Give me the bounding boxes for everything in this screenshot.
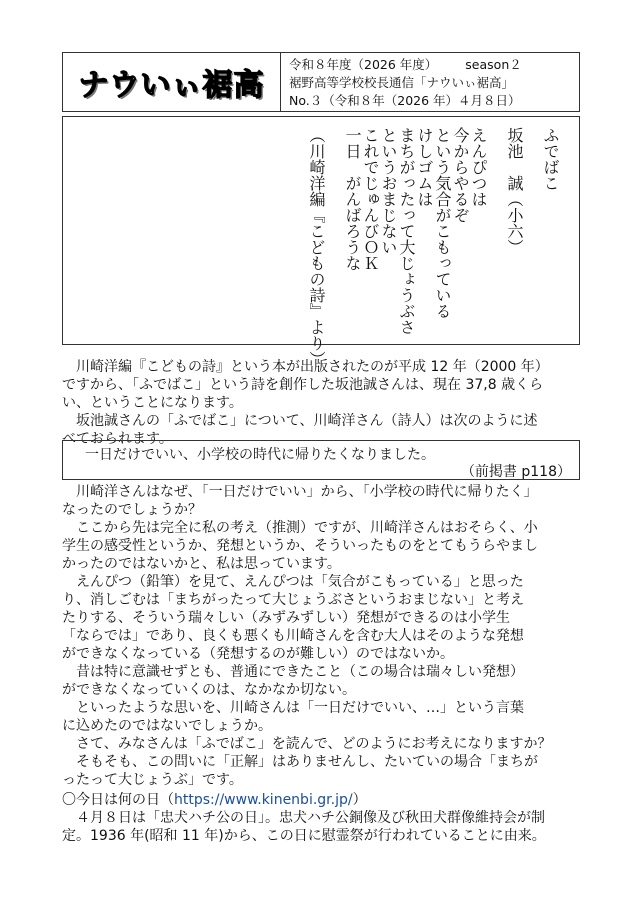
poem-line: 坂池 誠（小六） xyxy=(505,127,524,255)
text-line: ここから先は完全に私の考え（推測）ですが、川崎洋さんはおそらく、小 xyxy=(62,520,538,536)
header-line-1 xyxy=(289,56,522,74)
quote-source: （前掲書 p118） xyxy=(460,464,571,480)
poem-line: というおまじない xyxy=(379,127,398,255)
text-line: えんぴつ（鉛筆）を見て、えんぴつは「気合がこもっている」と思った xyxy=(62,574,524,590)
poem-line: けしゴムは xyxy=(415,127,434,207)
intro-paragraph xyxy=(62,358,582,448)
header-meta xyxy=(281,53,530,111)
poem-line: まちがったって大じょうぶさ xyxy=(397,127,416,335)
header-line-2: 裾野高等学校校長通信「ナウいぃ裾高」 xyxy=(289,75,515,90)
poem-line: えんぴつは xyxy=(469,127,488,207)
text-line: たりする、そういう瑞々しい（みずみずしい）発想ができるのは小学生 xyxy=(62,610,510,626)
text-line: い、ということになります。 xyxy=(62,395,243,411)
text-line: 定。1936 年(昭和 11 年)から、この日に慰霊祭が行われていることに由来。 xyxy=(62,828,546,844)
quote-text: 一日だけでいい、小学校の時代に帰りたくなりました。 xyxy=(85,447,435,463)
logo-text: ナウいぃ裾高 xyxy=(78,68,265,103)
today-heading xyxy=(62,791,582,809)
text-line: 昔は特に意識せずとも、普通にできたこと（この場合は瑞々しい発想） xyxy=(62,664,524,680)
text-line: そもそも、この問いに「正解」はありませんし、たいていの場合「まちが xyxy=(62,754,538,770)
text-line: なったのでしょうか？ xyxy=(62,502,202,518)
text-line: り、消しごむは「まちがったって大じょうぶさというおまじない」と考え xyxy=(62,592,524,608)
discussion-paragraph xyxy=(62,483,582,789)
season-label: season２ xyxy=(465,57,522,72)
text-line: といったような思いを、川崎さんは「一日だけでいい、…」という言葉 xyxy=(62,700,524,716)
text-line: 坂池誠さんの「ふでばこ」について、川崎洋さん（詩人）は次のように述 xyxy=(62,413,538,429)
text-line: ができなくなっていくのは、なかなか切ない。 xyxy=(62,682,356,698)
text-line: 川崎洋さんはなぜ、「一日だけでいい」から、「小学校の時代に帰りたく」 xyxy=(62,484,538,500)
poem-line: という気合がこもっている xyxy=(433,127,452,319)
text-line: かったのではないかと、私は思っています。 xyxy=(62,556,341,572)
text-line: ４月８日は「忠犬ハチ公の日」。忠犬ハチ公銅像及び秋田犬群像維持会が制 xyxy=(62,810,545,826)
header-line-3: No.３（令和８年（2026 年）４月８日） xyxy=(289,93,521,108)
poem-line: ふでばこ xyxy=(541,127,560,191)
fiscal-year: 令和８年度（2026 年度） xyxy=(289,57,438,72)
text-line: ですから、「ふでばこ」という詩を創作した坂池誠さんは、現在 37,8 歳くら xyxy=(62,377,544,393)
text-line: 「ならでは」であり、良くも悪くも川崎さんを含む大人はそのような発想 xyxy=(62,628,524,644)
poem-line: 一日 がんばろうな xyxy=(343,127,362,271)
poem-line: これでじゅんびＯＫ xyxy=(361,127,380,271)
text-line: べておられます。 xyxy=(62,431,173,447)
today-prefix: 〇今日は何の日（ xyxy=(62,792,174,808)
text-line: 学生の感受性というか、発想というか、そういったものをとてもうらやまし xyxy=(62,538,538,554)
today-suffix: ） xyxy=(352,792,367,808)
text-line: さて、みなさんは「ふでばこ」を読んで、どのようにお考えになりますか？ xyxy=(62,736,552,752)
kinenbi-link[interactable]: https://www.kinenbi.gr.jp/ xyxy=(174,792,353,808)
text-line: 川崎洋編『こどもの詩』という本が出版されたのが平成 12 年（2000 年） xyxy=(62,359,549,375)
text-line: ができなくなっている（発想するのが難しい）のではないか。 xyxy=(62,646,454,662)
newsletter-logo xyxy=(63,53,281,111)
today-paragraph xyxy=(62,809,582,845)
poem-line: （川崎洋編『こどもの詩』より） xyxy=(307,127,326,367)
poem-line: 今からやるぞ xyxy=(451,127,470,223)
quote-box xyxy=(62,440,580,480)
text-line: に込めたのではないでしょうか。 xyxy=(62,718,272,734)
newsletter-header xyxy=(62,52,580,112)
text-line: ったって大じょうぶ」です。 xyxy=(62,772,243,788)
